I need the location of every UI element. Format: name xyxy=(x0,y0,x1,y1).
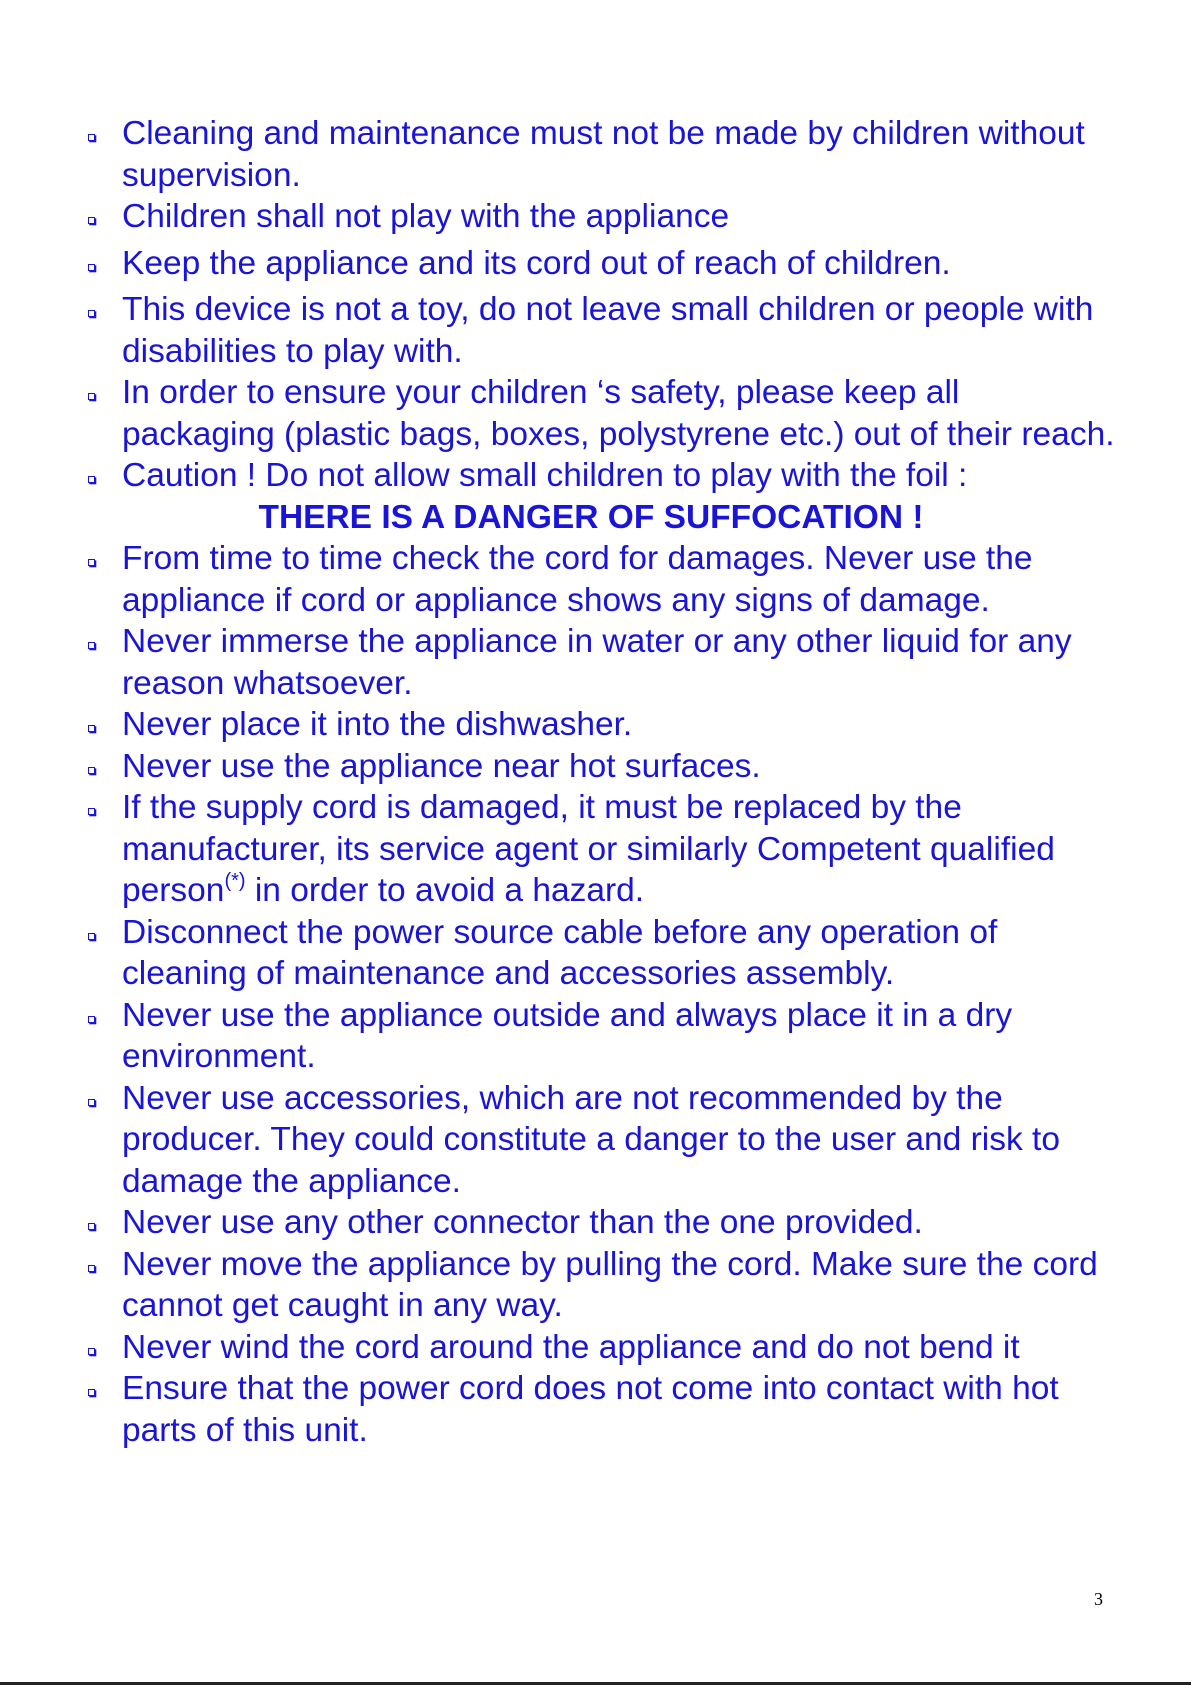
list-item-text: Never move the appliance by pulling the cord. Make sure the cord cannot get caught in any way. xyxy=(122,1245,1098,1324)
square-bullet-icon xyxy=(88,393,95,400)
list-item xyxy=(86,787,1116,912)
square-bullet-icon xyxy=(88,217,95,224)
list-item xyxy=(86,1368,1116,1451)
list-item-text: Disconnect the power source cable before any operation of cleaning of maintenance and accessories assembly. xyxy=(122,913,998,992)
list-item xyxy=(86,912,1116,995)
list-item-text: In order to ensure your children ‘s safety, please keep all packaging (plastic bags, boxes, polystyrene etc.) out of their reach. xyxy=(122,374,1115,453)
list-item xyxy=(86,372,1116,455)
list-item xyxy=(86,538,1116,621)
list-item-text: If the supply cord is damaged, it must be replaced by the manufacturer, its service agent or similarly Competent qualified person xyxy=(122,789,1055,909)
list-item xyxy=(86,1078,1116,1203)
list-item xyxy=(86,113,1116,196)
suffocation-warning: THERE IS A DANGER OF SUFFOCATION ! xyxy=(258,498,924,536)
square-bullet-icon xyxy=(88,808,95,815)
list-item-text: Children shall not play with the appliance xyxy=(122,198,730,235)
list-item xyxy=(86,995,1116,1078)
list-item-text: Never immerse the appliance in water or any other liquid for any reason whatsoever. xyxy=(122,623,1072,702)
list-item-text: Caution ! Do not allow small children to play with the foil : xyxy=(122,457,968,494)
list-item xyxy=(86,704,1116,746)
square-bullet-icon xyxy=(88,1099,95,1106)
list-item xyxy=(86,243,1116,285)
list-item-text: Ensure that the power cord does not come into contact with hot parts of this unit. xyxy=(122,1370,1059,1449)
footnote-marker: (*) xyxy=(224,870,246,892)
list-item xyxy=(86,196,1116,238)
list-item xyxy=(86,621,1116,704)
square-bullet-icon xyxy=(88,264,95,271)
square-bullet-icon xyxy=(88,1348,95,1355)
square-bullet-icon xyxy=(88,767,95,774)
list-item-text: Never wind the cord around the appliance and do not bend it xyxy=(122,1328,1020,1366)
square-bullet-icon xyxy=(88,933,95,940)
list-item xyxy=(86,455,1116,538)
square-bullet-icon xyxy=(88,1389,95,1396)
square-bullet-icon xyxy=(88,1265,95,1272)
square-bullet-icon xyxy=(88,725,95,732)
list-item xyxy=(86,289,1116,372)
list-item-text: Keep the appliance and its cord out of reach of children. xyxy=(122,244,951,282)
square-bullet-icon xyxy=(88,1223,95,1230)
list-item-text: From time to time check the cord for damages. Never use the appliance if cord or appliance shows any signs of damage. xyxy=(122,540,1033,619)
list-item-text: Never use the appliance outside and always place it in a dry environment. xyxy=(122,996,1013,1075)
square-bullet-icon xyxy=(88,1016,95,1023)
list-item-text: This device is not a toy, do not leave small children or people with disabilities to play with. xyxy=(122,291,1094,370)
square-bullet-icon xyxy=(88,310,95,317)
list-item-text-continued: in order to avoid a hazard. xyxy=(245,872,645,909)
square-bullet-icon xyxy=(88,476,95,483)
square-bullet-icon xyxy=(88,642,95,649)
square-bullet-icon xyxy=(88,134,95,141)
square-bullet-icon xyxy=(88,559,95,566)
list-item-text: Never use any other connector than the one provided. xyxy=(122,1204,923,1241)
list-item-text: Never place it into the dishwasher. xyxy=(122,706,633,743)
list-item xyxy=(86,1202,1116,1244)
list-item-text: Never use the appliance near hot surfaces. xyxy=(122,747,761,785)
list-item xyxy=(86,1244,1116,1327)
list-item xyxy=(86,1327,1116,1369)
list-item-text: Cleaning and maintenance must not be made by children without supervision. xyxy=(122,115,1085,194)
page-number: 3 xyxy=(1094,1589,1103,1609)
safety-instructions-list xyxy=(86,113,1116,1451)
list-item-text: Never use accessories, which are not recommended by the producer. They could constitute a danger to the user and risk to damage the appliance. xyxy=(122,1079,1060,1200)
list-item xyxy=(86,746,1116,788)
